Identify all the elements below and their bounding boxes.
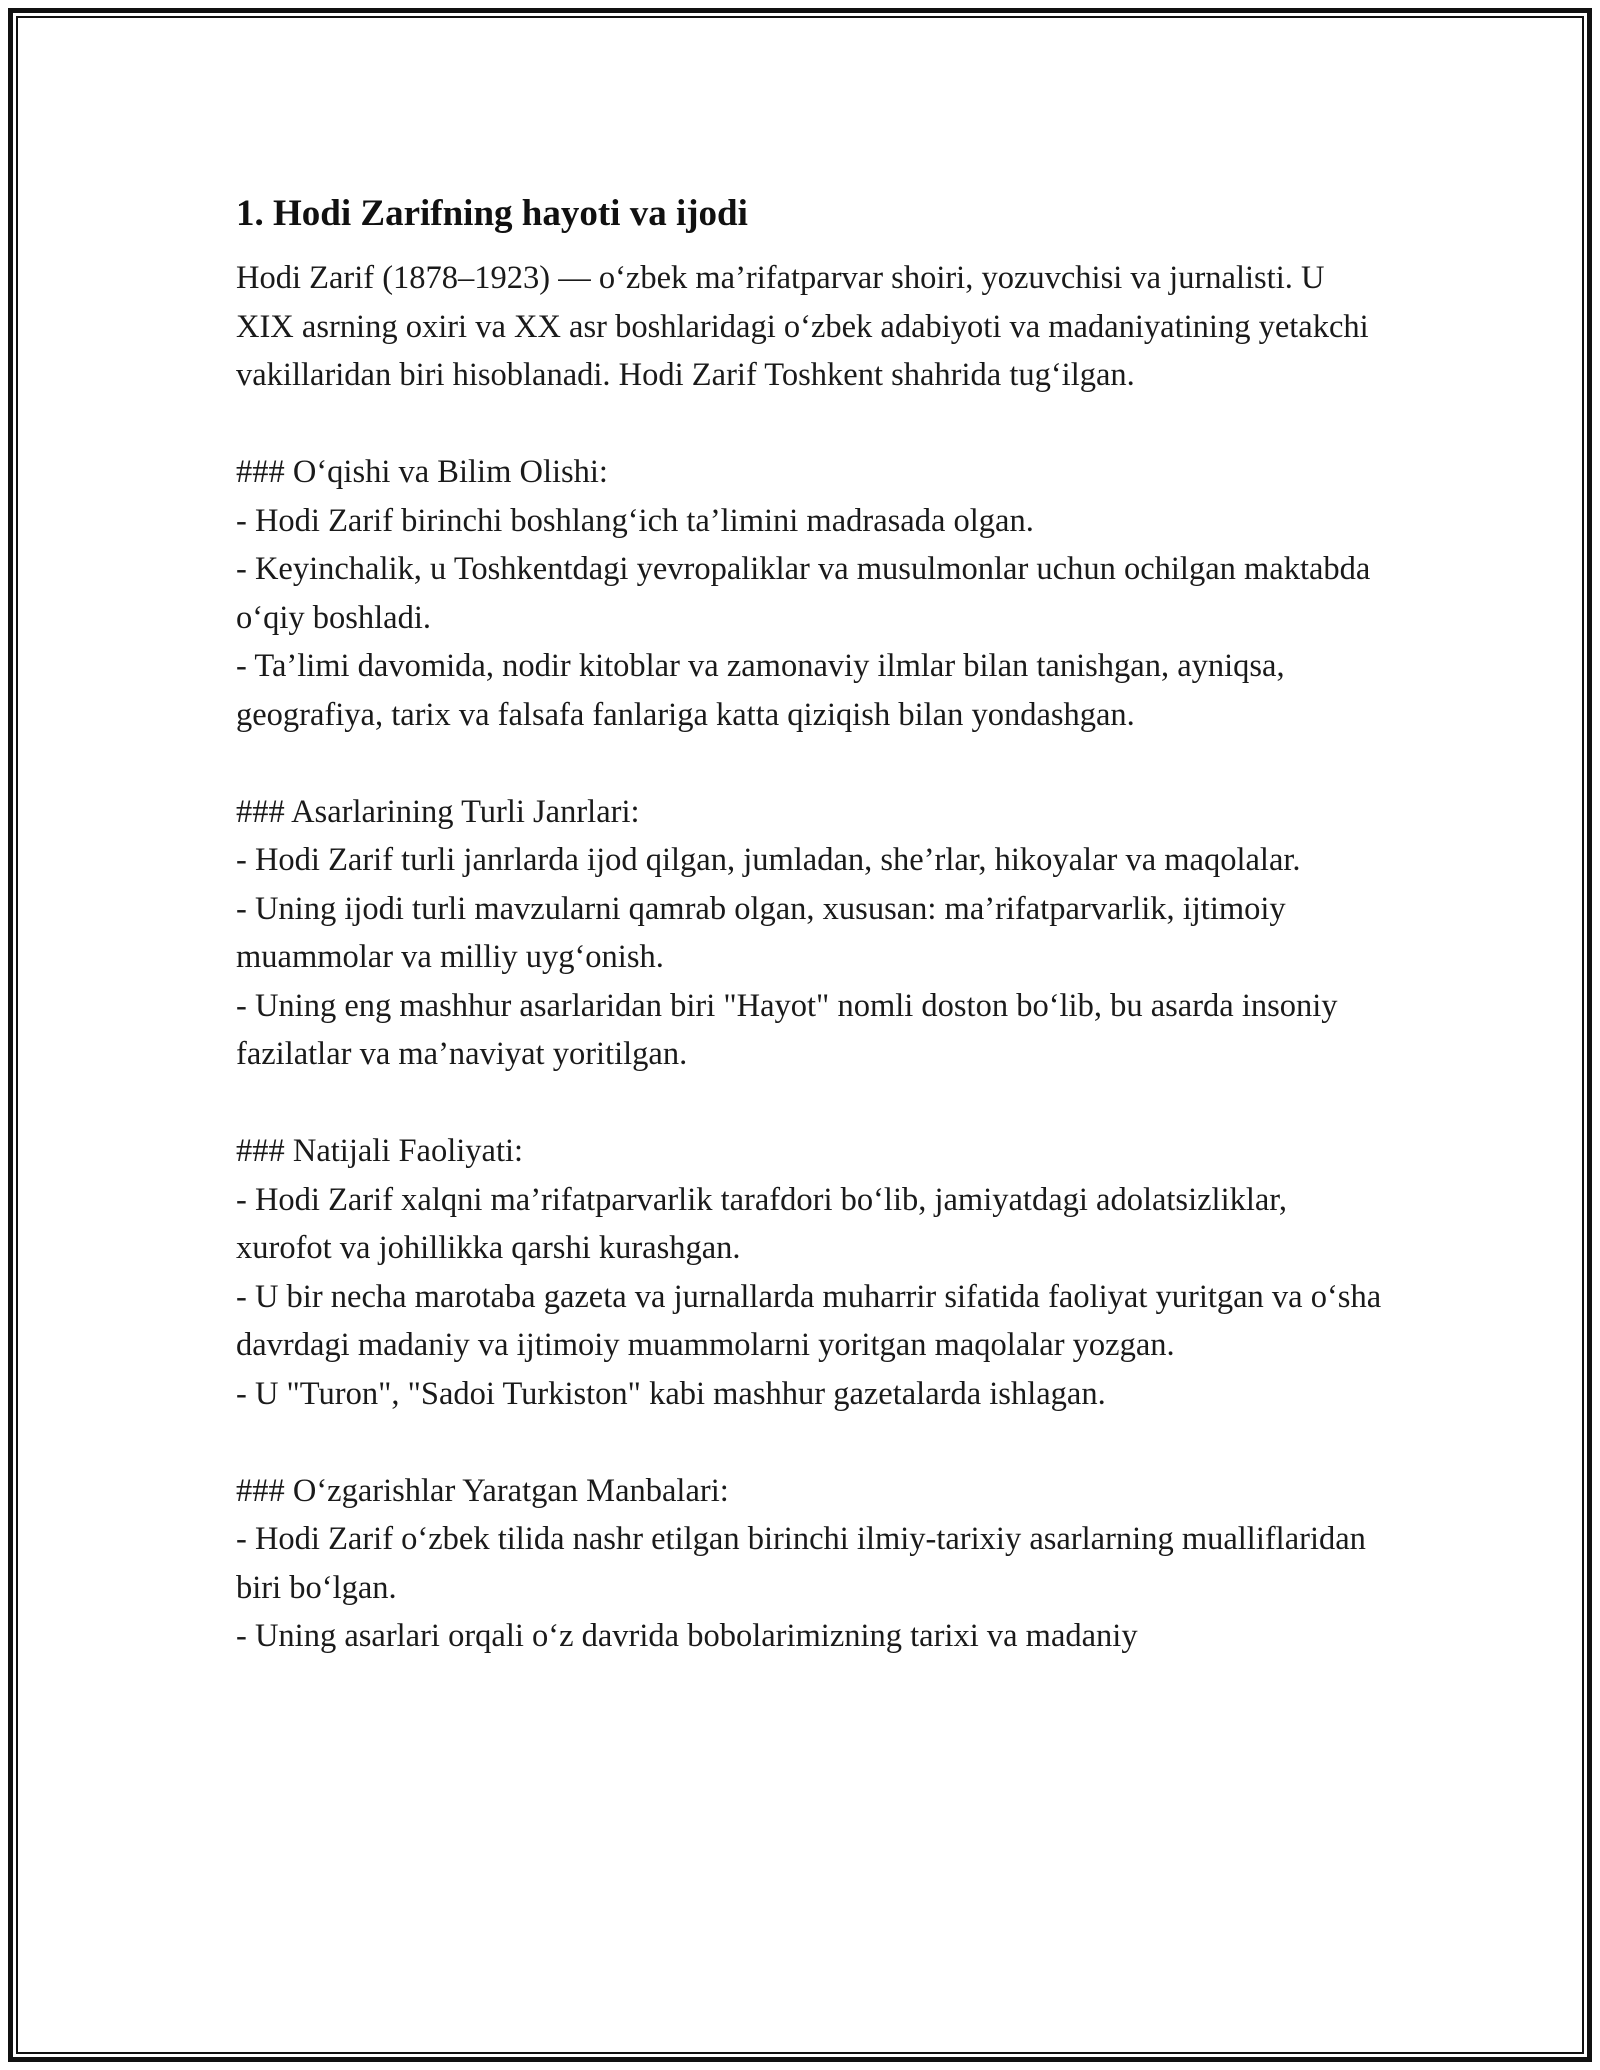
section-heading: ### Natijali Faoliyati: — [236, 1133, 524, 1169]
list-item: - Ta’limi davomida, nodir kitoblar va zamonaviy ilmlar bilan tanishgan, ayniqsa, geografiya, tarix va falsafa fanlariga katta qiziqish bilan yondashgan. — [236, 648, 1285, 733]
section-education — [236, 448, 1386, 739]
list-item: - U "Turon", "Sadoi Turkiston" kabi mashhur gazetalarda ishlagan. — [236, 1375, 1106, 1412]
list-item: - Uning eng mashhur asarlaridan biri "Hayot" nomli doston bo‘lib, bu asarda insoniy fazilatlar va ma’naviyat yoritilgan. — [236, 987, 1338, 1072]
list-item: - Keyinchalik, u Toshkentdagi yevropaliklar va musulmonlar uchun ochilgan maktabda o‘qiy boshladi. — [236, 551, 1371, 636]
list-item: - Hodi Zarif o‘zbek tilida nashr etilgan birinchi ilmiy-tarixiy asarlarning mualliflaridan biri bo‘lgan. — [236, 1521, 1366, 1606]
list-item: - Uning asarlari orqali o‘z davrida bobolarimizning tarixi va madaniy — [236, 1618, 1138, 1654]
section-activity — [236, 1127, 1386, 1418]
list-item: - Uning ijodi turli mavzularni qamrab olgan, xususan: ma’rifatparvarlik, ijtimoiy muammolar va milliy uyg‘onish. — [236, 890, 1286, 975]
section-genres — [236, 788, 1386, 1079]
document-body — [236, 186, 1386, 1661]
list-item: - Hodi Zarif turli janrlarda ijod qilgan, jumladan, she’rlar, hikoyalar va maqolalar. — [236, 842, 1301, 878]
list-item: - U bir necha marotaba gazeta va jurnallarda muharrir sifatida faoliyat yuritgan va o‘sha davrdagi madaniy va ijtimoiy muammolarni yoritgan maqolalar yozgan. — [236, 1278, 1382, 1363]
section-heading: ### O‘qishi va Bilim Olishi: — [236, 454, 608, 490]
section-heading: ### Asarlarining Turli Janrlari: — [236, 793, 640, 830]
document-title: 1. Hodi Zarifning hayoti va ijodi — [236, 193, 748, 234]
list-item: - Hodi Zarif birinchi boshlang‘ich ta’limini madrasada olgan. — [236, 502, 1034, 539]
section-heading: ### O‘zgarishlar Yaratgan Manbalari: — [236, 1472, 729, 1509]
intro-paragraph: Hodi Zarif (1878–1923) — o‘zbek ma’rifatparvar shoiri, yozuvchisi va jurnalisti. U XIX asrning oxiri va XX asr boshlaridagi o‘zbek adabiyoti va madaniyatining yetakchi vakillaridan biri hisoblanadi. Hodi Zarif Toshkent shahrida tug‘ilgan. — [236, 260, 1369, 393]
list-item: - Hodi Zarif xalqni ma’rifatparvarlik tarafdori bo‘lib, jamiyatdagi adolatsizliklar, xurofot va johillikka qarshi kurashgan. — [236, 1181, 1287, 1266]
section-sources — [236, 1467, 1386, 1661]
